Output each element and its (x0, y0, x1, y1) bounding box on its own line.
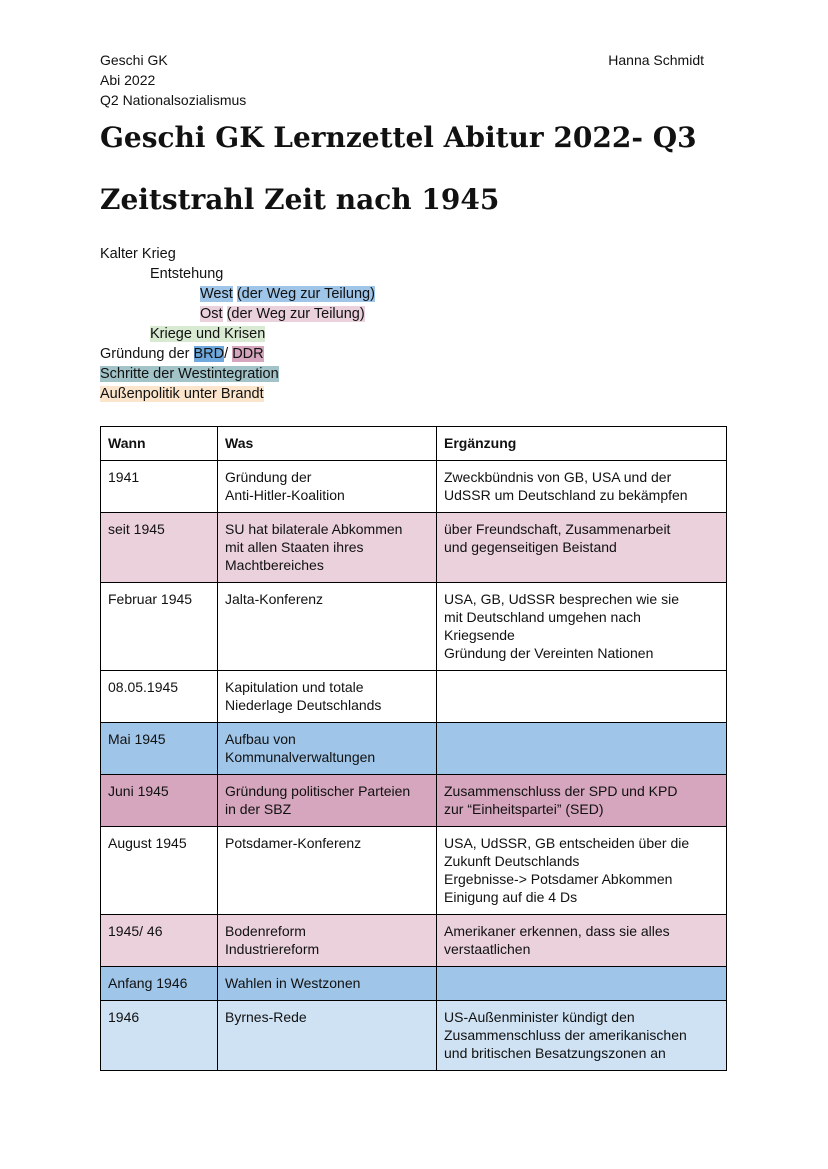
outline-brd: BRD (193, 346, 225, 362)
cell-ergaenzung (437, 827, 727, 915)
outline-westintegration-label: Schritte der Westintegration (100, 366, 279, 382)
cell-line: Bodenreform (225, 923, 306, 939)
cell-wann: Juni 1945 (101, 775, 218, 827)
header-course: Geschi GK (100, 52, 168, 68)
cell-was (218, 583, 437, 671)
cell-line: Amerikaner erkennen, dass sie alles (444, 923, 670, 939)
cell-was (218, 513, 437, 583)
cell-line: verstaatlichen (444, 941, 531, 957)
cell-line: Zukunft Deutschlands (444, 853, 580, 869)
table-row (101, 583, 727, 671)
header-was: Was (218, 427, 437, 461)
cell-line: Zusammenschluss der amerikanischen (444, 1027, 687, 1043)
cell-line: und gegenseitigen Beistand (444, 539, 617, 555)
cell-line: Kriegsende (444, 627, 515, 643)
cell-was (218, 827, 437, 915)
cell-was (218, 967, 437, 1001)
table-row (101, 671, 727, 723)
document-title: Geschi GK Lernzettel Abitur 2022- Q3 (100, 121, 697, 154)
cell-was (218, 775, 437, 827)
cell-line: Jalta-Konferenz (225, 591, 324, 607)
cell-was (218, 915, 437, 967)
outline-ddr: DDR (232, 346, 264, 362)
cell-ergaenzung (437, 583, 727, 671)
table-header-row (101, 427, 727, 461)
document-page (100, 50, 728, 1071)
outline-ost (100, 304, 728, 324)
table-row (101, 967, 727, 1001)
cell-line: Industriereform (225, 941, 320, 957)
cell-line: Kommunalverwaltungen (225, 749, 376, 765)
cell-ergaenzung (437, 723, 727, 775)
timeline-table (100, 426, 727, 1071)
cell-wann: Februar 1945 (101, 583, 218, 671)
outline-gruendung-prefix: Gründung der (100, 346, 194, 362)
outline-gruendung (100, 344, 728, 364)
cell-line: Machtbereiches (225, 557, 324, 573)
cell-line: Kapitulation und totale (225, 679, 364, 695)
cell-line: Gründung der Vereinten Nationen (444, 645, 654, 661)
cell-line: Gründung politischer Parteien (225, 783, 411, 799)
cell-wann: 08.05.1945 (101, 671, 218, 723)
cell-line: in der SBZ (225, 801, 292, 817)
outline-kriege (100, 324, 728, 344)
cell-was (218, 723, 437, 775)
cell-line: zur “Einheitspartei” (SED) (444, 801, 604, 817)
cell-ergaenzung (437, 775, 727, 827)
outline-kalter-krieg: Kalter Krieg (100, 246, 176, 262)
header-topic: Q2 Nationalsozialismus (100, 92, 247, 108)
outline-slash: / (224, 346, 233, 362)
cell-wann: Mai 1945 (101, 723, 218, 775)
table-row (101, 723, 727, 775)
table-row (101, 915, 727, 967)
cell-line: Zusammenschluss der SPD und KPD (444, 783, 678, 799)
cell-line: US-Außenminister kündigt den (444, 1009, 635, 1025)
cell-wann: 1941 (101, 461, 218, 513)
cell-line: USA, GB, UdSSR besprechen wie sie (444, 591, 679, 607)
cell-was (218, 671, 437, 723)
table-row (101, 775, 727, 827)
outline-west-label: West (200, 286, 233, 302)
outline-ost-note: (der Weg zur Teilung) (226, 306, 365, 322)
cell-was (218, 461, 437, 513)
cell-line: Wahlen in Westzonen (225, 975, 361, 991)
cell-line: Gründung der (225, 469, 312, 485)
cell-ergaenzung (437, 461, 727, 513)
header-wann: Wann (101, 427, 218, 461)
cell-wann: Anfang 1946 (101, 967, 218, 1001)
cell-line: mit allen Staaten ihres (225, 539, 364, 555)
outline-westintegration (100, 364, 728, 384)
cell-line: UdSSR um Deutschland zu bekämpfen (444, 487, 688, 503)
cell-ergaenzung (437, 671, 727, 723)
cell-line: Einigung auf die 4 Ds (444, 889, 578, 905)
cell-ergaenzung (437, 513, 727, 583)
table-body (101, 461, 727, 1071)
cell-wann: 1945/ 46 (101, 915, 218, 967)
outline-ost-label: Ost (200, 306, 223, 322)
cell-line: Ergebnisse-> Potsdamer Abkommen (444, 871, 673, 887)
cell-wann: seit 1945 (101, 513, 218, 583)
header-author: Hanna Schmidt (608, 52, 704, 68)
outline-brandt (100, 384, 728, 404)
header-ergaenzung: Ergänzung (437, 427, 727, 461)
outline-brandt-label: Außenpolitik unter Brandt (100, 386, 264, 402)
cell-line: Potsdamer-Konferenz (225, 835, 362, 851)
topic-outline (100, 244, 728, 404)
cell-wann: 1946 (101, 1001, 218, 1071)
table-row (101, 513, 727, 583)
outline-west-note: (der Weg zur Teilung) (236, 286, 375, 302)
cell-ergaenzung (437, 915, 727, 967)
cell-line: Byrnes-Rede (225, 1009, 307, 1025)
cell-ergaenzung (437, 967, 727, 1001)
document-subtitle: Zeitstrahl Zeit nach 1945 (100, 183, 500, 216)
cell-line: Aufbau von (225, 731, 296, 747)
header-year: Abi 2022 (100, 72, 156, 88)
cell-line: SU hat bilaterale Abkommen (225, 521, 403, 537)
cell-line: und britischen Besatzungszonen an (444, 1045, 666, 1061)
cell-was (218, 1001, 437, 1071)
cell-ergaenzung (437, 1001, 727, 1071)
cell-line: Niederlage Deutschlands (225, 697, 382, 713)
table-row (101, 1001, 727, 1071)
cell-line: über Freundschaft, Zusammenarbeit (444, 521, 671, 537)
cell-line: Anti-Hitler-Koalition (225, 487, 345, 503)
cell-line: mit Deutschland umgehen nach (444, 609, 641, 625)
cell-line: USA, UdSSR, GB entscheiden über die (444, 835, 690, 851)
cell-wann: August 1945 (101, 827, 218, 915)
outline-kriege-label: Kriege und Krisen (150, 326, 266, 342)
table-row (101, 827, 727, 915)
outline-west (100, 284, 728, 304)
table-row (101, 461, 727, 513)
cell-line: Zweckbündnis von GB, USA und der (444, 469, 672, 485)
outline-entstehung: Entstehung (150, 266, 224, 282)
